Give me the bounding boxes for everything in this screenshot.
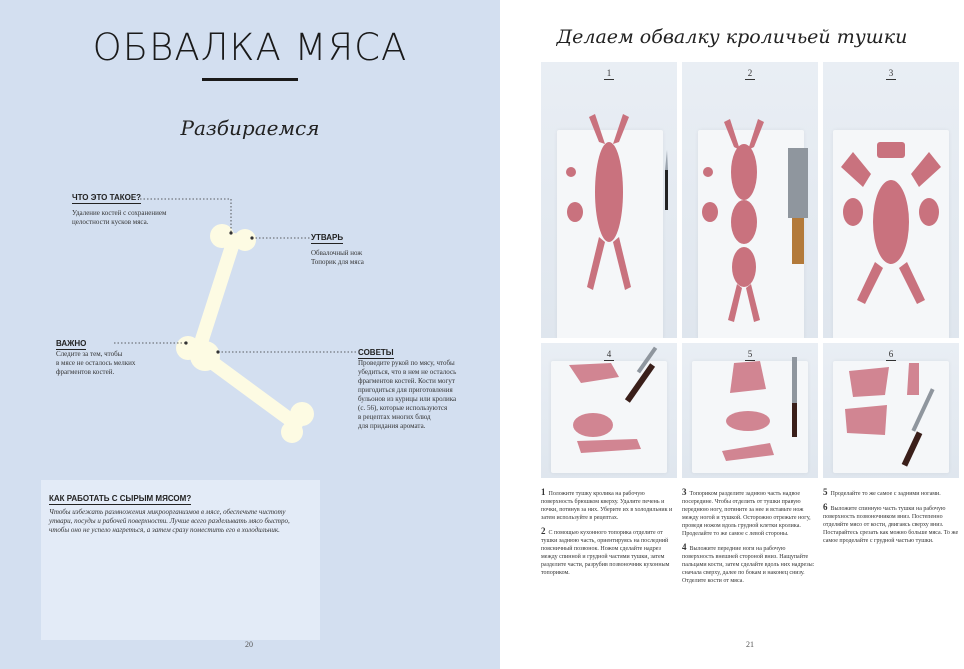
right-page	[500, 0, 964, 669]
section-subtitle: Разбираемся	[180, 116, 320, 140]
callout-important-text: Следите за тем, чтобы в мясе не осталось мелких фрагментов костей.	[56, 350, 136, 376]
callout-what-text: Удаление костей с сохранением целостности кусков мяса.	[72, 209, 167, 226]
step-photo-5	[682, 343, 818, 478]
page-title: ОБВАЛКА МЯСА	[92, 26, 408, 69]
callout-tips-heading: СОВЕТЫ	[358, 348, 394, 357]
photo-number: 5	[682, 349, 818, 361]
front-legs-icon	[541, 343, 677, 478]
steps-column-3	[823, 488, 959, 550]
photo-number: 6	[823, 349, 959, 361]
rabbit-carcass-icon	[541, 62, 677, 338]
rabbit-split-icon	[682, 62, 818, 338]
photo-number: 2	[682, 68, 818, 80]
raw-meat-text: Чтобы избежать размножения микроорганизмов в мясе, обеспечьте чистоту утвари, посуды и рабочей поверхности. Лучше всего разделывать мясо быстро, чтобы оно не успело нагреться, а затем сразу поместить его в холодильник.	[49, 508, 290, 534]
step-5: 5 Проделайте то же самое с задними ногами.	[823, 487, 941, 497]
raw-meat-box	[41, 480, 320, 640]
raw-meat-heading: КАК РАБОТАТЬ С СЫРЫМ МЯСОМ?	[49, 494, 192, 503]
step-1: 1 Положите тушку кролика на рабочую поверхность брюшком кверху. Удалите печень и почки, потянув за них. Уберите их в холодильник и затем используйте в рецептах.	[541, 487, 673, 521]
callout-what-heading: ЧТО ЭТО ТАКОЕ?	[72, 193, 142, 202]
step-photo-3	[823, 62, 959, 338]
step-2: 2 С помощью кухонного топорика отделите от тушки заднюю часть, ориентируясь на последний поясничный позвонок. Ножом сделайте надрез между спинной и грудной частями тушки, затем разделите части, разрубив позвоночник кухонным топориком.	[541, 526, 670, 576]
step-photo-2	[682, 62, 818, 338]
callout-tools-text: Обвалочный нож Топорик для мяса	[311, 249, 364, 266]
recipe-title: Делаем обвалку кроличьей тушки	[556, 26, 908, 48]
page-number-left: 20	[245, 640, 253, 649]
step-6: 6 Выложите спинную часть тушки на рабочую поверхность позвоночником вниз. Постепенно отделяйте мясо от кости, двигаясь сверху вниз. Постарайтесь срезать как можно больше мяса. То же самое проделайте с грудной частью тушки.	[823, 502, 959, 544]
callout-tools-heading: УТВАРЬ	[311, 233, 344, 242]
step-4: 4 Выложите передние ноги на рабочую поверхность внешней стороной вниз. Нащупайте пальцами кости, затем сделайте вдоль них надрезы: сначала сверху, далее по бокам и наконец снизу. Отделите кости от мяса.	[682, 542, 815, 584]
photo-number: 4	[541, 349, 677, 361]
step-photo-1	[541, 62, 677, 338]
steps-column-1	[541, 488, 677, 582]
step-3: 3 Топориком разделите заднюю часть надвое посередине. Чтобы отделить от тушки правую переднюю ногу, потяните за нее и вставьте нож между ногой и тушкой. Осторожно отрежьте ногу, проведя ножом вдоль грудной клетки кролика. Проделайте то же самое с левой стороны.	[682, 487, 811, 537]
step-photo-6	[823, 343, 959, 478]
hind-legs-icon	[682, 343, 818, 478]
page-number-right: 21	[746, 640, 754, 649]
photo-number: 3	[823, 68, 959, 80]
step-photo-4	[541, 343, 677, 478]
callout-tips-text: Проведите рукой по мясу, чтобы убедиться, что в нем не осталось фрагментов костей. Кости могут пригодиться для приготовления бульонов из курицы или кролика (с. 56), которые используются в рецептах многих блюд для придания аромата.	[358, 359, 457, 430]
back-meat-icon	[823, 343, 959, 478]
photo-number: 1	[541, 68, 677, 80]
rabbit-pieces-icon	[823, 62, 959, 338]
bone-icon	[176, 224, 314, 443]
callout-important-heading: ВАЖНО	[56, 339, 87, 348]
steps-column-2	[682, 488, 818, 590]
